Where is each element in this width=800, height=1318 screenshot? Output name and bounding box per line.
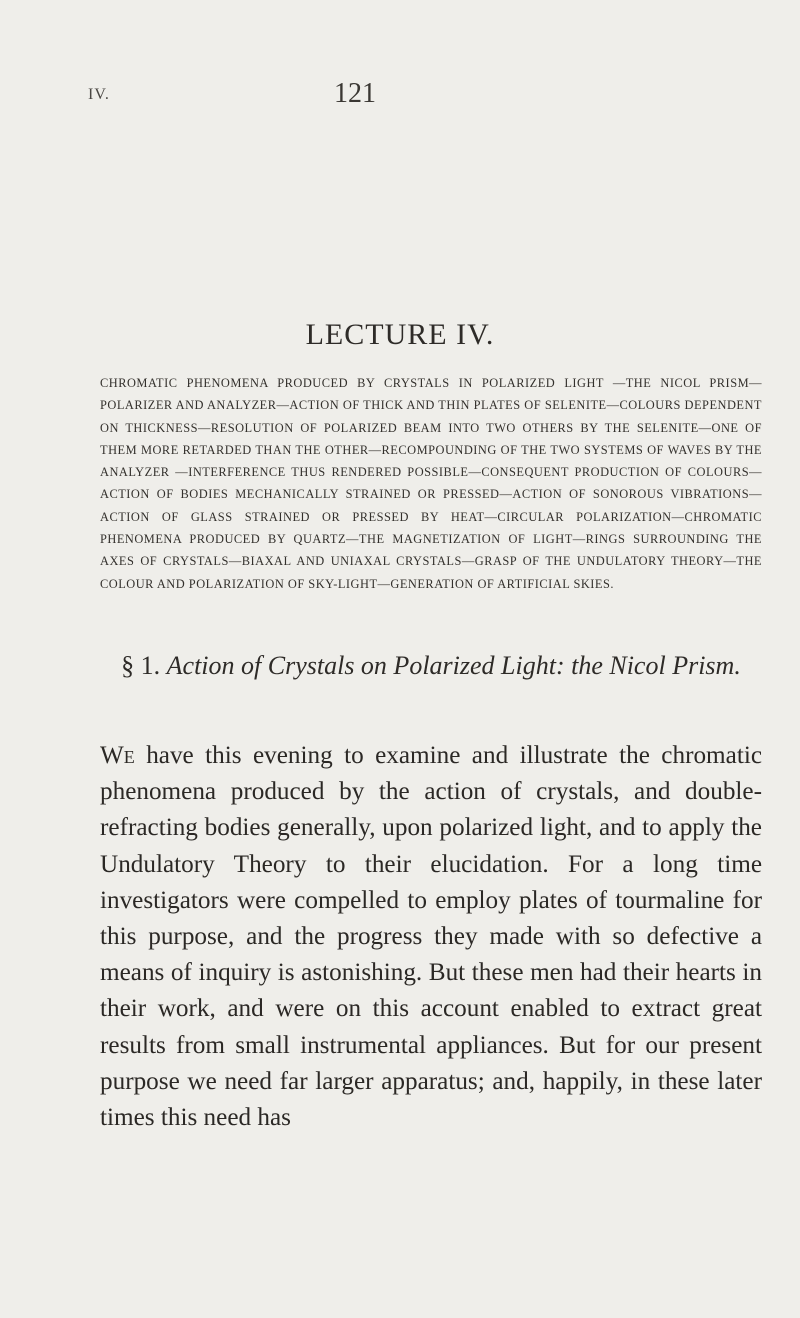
paragraph-dropcap: We [100,742,135,769]
chapter-synopsis: CHROMATIC PHENOMENA PRODUCED BY CRYSTALS IN POLARIZED LIGHT —THE NICOL PRISM—POLARIZER AND ANALYZER—ACTION OF THICK AND THIN PLATES OF SELENITE—COLOURS DEPENDENT ON THICKNESS—RESOLUTION OF POLARIZED BEAM INTO TWO OTHERS BY THE SELENITE—ONE OF THEM MORE RETARDED THAN THE OTHER—RECOMPOUNDING OF THE TWO SYSTEMS OF WAVES BY THE ANALYZER —INTERFERENCE THUS RENDERED POSSIBLE—CONSEQUENT PRODUCTION OF COLOURS—ACTION OF BODIES MECHANICALLY STRAINED OR PRESSED—ACTION OF SONOROUS VIBRATIONS—ACTION OF GLASS STRAINED OR PRESSED BY HEAT—CIRCULAR POLARIZATION—CHROMATIC PHENOMENA PRODUCED BY QUARTZ—THE MAGNETIZATION OF LIGHT—RINGS SURROUNDING THE AXES OF CRYSTALS—BIAXAL AND UNIAXAL CRYSTALS—GRASP OF THE UNDULATORY THEORY—THE COLOUR AND POLARIZATION OF SKY-LIGHT—GENERATION OF ARTIFICIAL SKIES. [100,376,762,591]
section-title: Action of Crystals on Polarized Light: the Nicol Prism. [166,651,741,680]
page-number: 121 [334,78,376,109]
body-paragraph [100,738,762,1136]
lecture-title: LECTURE IV. [305,318,495,351]
section-number: § 1. [121,651,161,680]
chapter-label: IV. [88,86,110,103]
page-header [0,78,800,108]
section-heading [100,648,762,684]
paragraph-text: have this evening to examine and illustrate the chromatic phenomena produced by the action of crystals, and double-refracting bodies generally, upon polarized light, and to apply the Undulatory Theory to their elucidation. For a long time investigators were compelled to employ plates of tourmaline for this purpose, and the progress they made with so defective a means of inquiry is astonishing. But these men had their hearts in their work, and were on this account enabled to extract great results from small instrumental appliances. But for our present purpose we need far larger apparatus; and, happily, in these later times this need has [100,742,762,1132]
